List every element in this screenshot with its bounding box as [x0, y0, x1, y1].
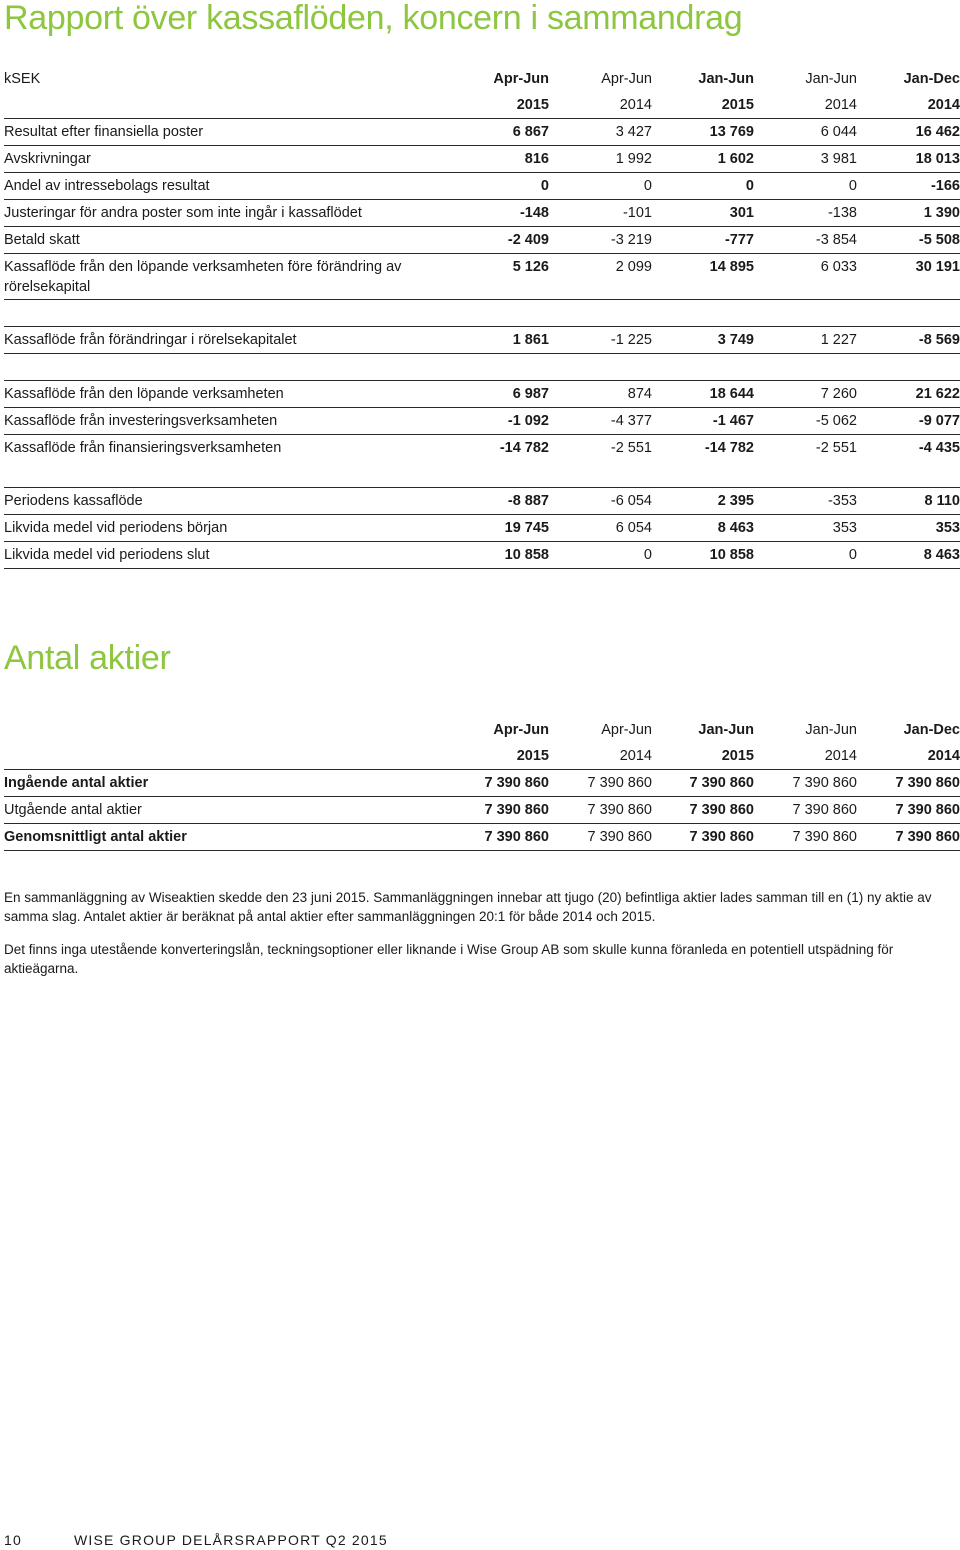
- row-label: Kassaflöde från den löpande verksamheten: [4, 381, 447, 408]
- year-header: 2014: [857, 92, 960, 119]
- year-header: 2014: [857, 743, 960, 770]
- year-header: 2015: [652, 92, 754, 119]
- cell-value: 7 390 860: [549, 797, 652, 824]
- cell-value: 816: [447, 146, 549, 173]
- cell-value: 6 987: [447, 381, 549, 408]
- year-header: 2015: [652, 743, 754, 770]
- period-header: Jan-Jun: [805, 722, 857, 738]
- period-header: Jan-Jun: [805, 71, 857, 87]
- cell-value: 30 191: [857, 254, 960, 300]
- cell-value: 7 390 860: [754, 797, 857, 824]
- table-row: [4, 488, 960, 515]
- cell-value: 2 099: [549, 254, 652, 300]
- table-row: [4, 254, 960, 300]
- cell-value: 1 992: [549, 146, 652, 173]
- cell-value: -8 887: [447, 488, 549, 515]
- cell-value: -2 409: [447, 227, 549, 254]
- cell-value: 1 602: [652, 146, 754, 173]
- cell-value: -3 854: [754, 227, 857, 254]
- cell-value: 301: [652, 200, 754, 227]
- cell-value: 5 126: [447, 254, 549, 300]
- cell-value: 0: [549, 542, 652, 569]
- cell-value: 3 427: [549, 119, 652, 146]
- cell-value: 7 390 860: [754, 824, 857, 851]
- row-label: Ingående antal aktier: [4, 770, 447, 797]
- period-header-row: [4, 66, 960, 92]
- cell-value: -1 225: [549, 327, 652, 354]
- cell-value: 7 390 860: [754, 770, 857, 797]
- row-label: Justeringar för andra poster som inte ingår i kassaflödet: [4, 200, 447, 227]
- cell-value: 0: [754, 542, 857, 569]
- cell-value: -14 782: [499, 440, 549, 456]
- cell-value: -6 054: [549, 488, 652, 515]
- row-label: Resultat efter finansiella poster: [4, 119, 447, 146]
- row-label: Likvida medel vid periodens början: [4, 515, 447, 542]
- shares-table: [4, 717, 960, 851]
- cell-value: 8 463: [857, 542, 960, 569]
- cell-value: 7 390 860: [652, 770, 754, 797]
- cell-value: 7 390 860: [857, 824, 960, 851]
- table-row: [4, 146, 960, 173]
- cell-value: -8 569: [857, 327, 960, 354]
- cell-value: -1 467: [652, 408, 754, 435]
- year-header-row: [4, 92, 960, 119]
- cell-value: 6 033: [754, 254, 857, 300]
- cell-value: 0: [754, 173, 857, 200]
- row-label: Kassaflöde från finansieringsverksamheten: [4, 440, 282, 456]
- cell-value: -353: [754, 488, 857, 515]
- cell-value: 8 463: [652, 515, 754, 542]
- table-row: [4, 435, 960, 462]
- year-header: 2014: [549, 743, 652, 770]
- table-row: [4, 173, 960, 200]
- cell-value: 13 769: [652, 119, 754, 146]
- cell-value: 7 390 860: [447, 824, 549, 851]
- cell-value: -5 508: [857, 227, 960, 254]
- cell-value: 8 110: [857, 488, 960, 515]
- table-row: [4, 542, 960, 569]
- row-label: Genomsnittligt antal aktier: [4, 824, 447, 851]
- cell-value: -2 551: [610, 440, 652, 456]
- period-header: Jan-Jun: [698, 71, 754, 87]
- spacer-row: [4, 354, 960, 381]
- year-header: 2014: [754, 743, 857, 770]
- period-header: Apr-Jun: [493, 722, 549, 738]
- row-label: Utgående antal aktier: [4, 797, 447, 824]
- cell-value: 0: [652, 173, 754, 200]
- table-row: [4, 770, 960, 797]
- cell-value: 10 858: [447, 542, 549, 569]
- table-row: [4, 227, 960, 254]
- cell-value: 14 895: [652, 254, 754, 300]
- row-label: Kassaflöde från investeringsverksamheten: [4, 408, 447, 435]
- cell-value: 18 644: [652, 381, 754, 408]
- table-row: [4, 200, 960, 227]
- cell-value: 353: [857, 515, 960, 542]
- cell-value: 7 390 860: [447, 770, 549, 797]
- footer-text: WISE GROUP DELÅRSRAPPORT Q2 2015: [74, 1532, 388, 1548]
- cell-value: -14 782: [704, 440, 754, 456]
- unit-label: kSEK: [4, 71, 41, 87]
- cell-value: -9 077: [857, 408, 960, 435]
- cell-value: -1 092: [447, 408, 549, 435]
- table-row: [4, 381, 960, 408]
- cell-value: 353: [754, 515, 857, 542]
- cashflow-title: Rapport över kassaflöden, koncern i sammandrag: [4, 0, 743, 37]
- note-paragraph: Det finns inga utestående konverteringslån, teckningsoptioner eller liknande i Wise Group AB som skulle kunna föranleda en potentiell utspädning för aktieägarna.: [4, 942, 894, 976]
- table-row: [4, 327, 960, 354]
- cell-value: -4 435: [918, 440, 960, 456]
- shares-title: Antal aktier: [4, 639, 171, 677]
- page-number: 10: [4, 1532, 22, 1548]
- year-header: 2014: [549, 92, 652, 119]
- cell-value: -2 551: [815, 440, 857, 456]
- cell-value: 0: [549, 173, 652, 200]
- row-label: Andel av intressebolags resultat: [4, 173, 447, 200]
- table-row: [4, 824, 960, 851]
- cashflow-table: [4, 66, 960, 569]
- cell-value: 19 745: [447, 515, 549, 542]
- cell-value: 16 462: [857, 119, 960, 146]
- cell-value: 3 749: [652, 327, 754, 354]
- cell-value: -101: [549, 200, 652, 227]
- row-label: Avskrivningar: [4, 146, 447, 173]
- cell-value: -5 062: [754, 408, 857, 435]
- cell-value: 7 390 860: [857, 770, 960, 797]
- cell-value: 7 390 860: [857, 797, 960, 824]
- cell-value: 6 867: [447, 119, 549, 146]
- cell-value: 7 390 860: [549, 770, 652, 797]
- cell-value: 6 044: [754, 119, 857, 146]
- cell-value: -166: [857, 173, 960, 200]
- year-header: 2015: [447, 743, 549, 770]
- cell-value: -777: [652, 227, 754, 254]
- period-header-row: [4, 717, 960, 743]
- table-row: [4, 408, 960, 435]
- cell-value: 874: [549, 381, 652, 408]
- table-row: [4, 797, 960, 824]
- table-row: [4, 515, 960, 542]
- row-label: Kassaflöde från förändringar i rörelsekapitalet: [4, 327, 447, 354]
- row-label: Likvida medel vid periodens slut: [4, 542, 447, 569]
- spacer-row: [4, 461, 960, 488]
- cell-value: -148: [447, 200, 549, 227]
- cell-value: 7 390 860: [652, 824, 754, 851]
- cell-value: 7 390 860: [447, 797, 549, 824]
- cell-value: 2 395: [652, 488, 754, 515]
- spacer-row: [4, 300, 960, 327]
- cell-value: 0: [447, 173, 549, 200]
- period-header: Apr-Jun: [601, 722, 652, 738]
- cell-value: 21 622: [857, 381, 960, 408]
- cell-value: 3 981: [754, 146, 857, 173]
- year-header: 2014: [754, 92, 857, 119]
- cell-value: 6 054: [549, 515, 652, 542]
- cell-value: 7 390 860: [652, 797, 754, 824]
- row-label: Kassaflöde från den löpande verksamheten före förändring av rörelsekapital: [4, 254, 447, 300]
- cell-value: 10 858: [652, 542, 754, 569]
- row-label: Betald skatt: [4, 227, 447, 254]
- period-header: Apr-Jun: [601, 71, 652, 87]
- period-header: Jan-Dec: [903, 71, 960, 87]
- row-label: Periodens kassaflöde: [4, 488, 447, 515]
- notes: [4, 888, 944, 992]
- table-row: [4, 119, 960, 146]
- page-footer: [4, 1532, 388, 1548]
- cell-value: 18 013: [857, 146, 960, 173]
- note-paragraph: En sammanläggning av Wiseaktien skedde den 23 juni 2015. Sammanläggningen innebar att tjugo (20) befintliga aktier lades samman till en (1) ny aktie av samma slag. Antalet aktier är beräknat på antal aktier efter sammanläggningen 20:1 för både 2014 och 2015.: [4, 890, 932, 924]
- cell-value: 1 861: [447, 327, 549, 354]
- period-header: Jan-Dec: [903, 722, 960, 738]
- cell-value: 1 227: [754, 327, 857, 354]
- cell-value: 7 260: [754, 381, 857, 408]
- cell-value: 1 390: [857, 200, 960, 227]
- period-header: Apr-Jun: [493, 71, 549, 87]
- year-header: 2015: [447, 92, 549, 119]
- year-header-row: [4, 743, 960, 770]
- cell-value: 7 390 860: [549, 824, 652, 851]
- cell-value: -138: [754, 200, 857, 227]
- period-header: Jan-Jun: [698, 722, 754, 738]
- cell-value: -4 377: [549, 408, 652, 435]
- cell-value: -3 219: [549, 227, 652, 254]
